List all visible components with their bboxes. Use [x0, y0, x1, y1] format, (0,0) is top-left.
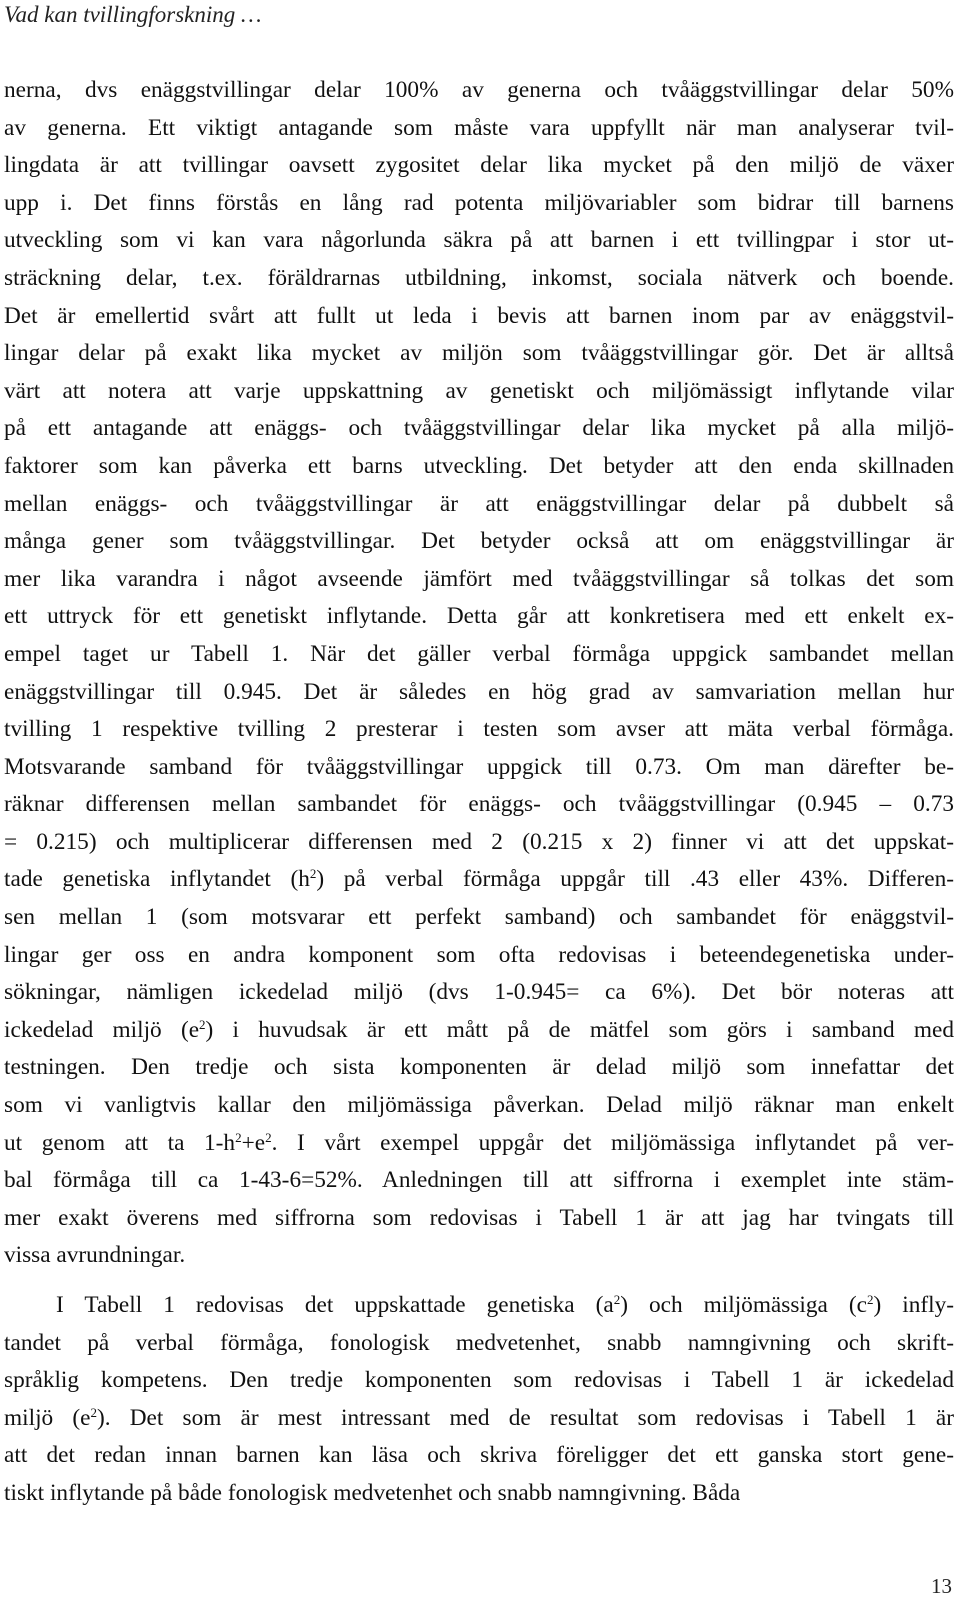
text-line: tiskt inflytande på både fonologisk medvetenhet och snabb namngivning. Båda [4, 1479, 741, 1506]
text-line: språklig kompetens. Den tredje komponenten som redovisas i Tabell 1 är ickedelad [4, 1367, 954, 1394]
text-line: lingdata är att tvillingar oavsett zygositet delar lika mycket på den miljö de växer [4, 152, 954, 179]
text-line: = 0.215) och multiplicerar differensen med 2 (0.215 x 2) finner vi att det uppskat- [4, 828, 954, 855]
text-segment: ickedelad miljö (e [4, 1016, 200, 1043]
paragraph-2 [4, 1287, 954, 1513]
text-line: bal förmåga till ca 1-43-6=52%. Anledningen till att siffrorna i exemplet inte stäm- [4, 1167, 954, 1194]
text-line: sökningar, nämligen ickedelad miljö (dvs 1-0.945= ca 6%). Det bör noteras att [4, 979, 954, 1006]
text-segment: ). Det som är mest intressant med de resultat som redovisas i Tabell 1 är [96, 1404, 954, 1431]
text-line: att det redan innan barnen kan läsa och skriva föreligger det ett ganska stort gene- [4, 1442, 954, 1469]
text-segment: ) infly- [873, 1292, 955, 1318]
text-segment: ut genom att ta 1-h [4, 1129, 236, 1156]
text-line [4, 1287, 954, 1325]
text-segment: ) och miljömässiga (c [620, 1292, 867, 1318]
text-segment: +e [241, 1129, 266, 1156]
text-line: Det är emellertid svårt att fullt ut leda i bevis att barnen inom par av enäggstvil- [4, 302, 954, 329]
text-segment: ) i huvudsak är ett mått på de mätfel som görs i samband med [205, 1016, 954, 1043]
text-line: många gener som tvåäggstvillingar. Det betyder också att om enäggstvillingar är [4, 528, 954, 555]
text-line: sträckning delar, t.ex. föräldrarnas utbildning, inkomst, sociala nätverk och boende. [4, 264, 954, 291]
text-line: mer lika varandra i något avseende jämfört med tvåäggstvillingar så tolkas det som [4, 565, 954, 592]
text-segment: tade genetiska inflytandet (h [4, 866, 310, 893]
paragraph-gap [4, 1275, 954, 1287]
superscript: 2 [866, 1292, 874, 1307]
text-line: vissa avrundningar. [4, 1242, 186, 1269]
text-line: sen mellan 1 (som motsvarar ett perfekt samband) och sambandet för enäggstvil- [4, 904, 954, 931]
text-line [4, 1125, 954, 1163]
text-line: på ett antagande att enäggs- och tvåäggstvillingar delar lika mycket på alla miljö- [4, 415, 954, 442]
superscript: 2 [235, 1129, 242, 1145]
superscript: 2 [265, 1129, 272, 1145]
text-line: lingar ger oss en andra komponent som ofta redovisas i beteendegenetiska under- [4, 941, 954, 968]
text-line: lingar delar på exakt lika mycket av miljön som tvåäggstvillingar gör. Det är alltså [4, 340, 954, 367]
text-segment: . I vårt exempel uppgår det miljömässiga inflytandet på ver- [271, 1129, 954, 1156]
text-line: utveckling som vi kan vara någorlunda säkra på att barnen i ett tvillingpar i stor ut- [4, 227, 954, 254]
text-segment: ) på verbal förmåga uppgår till .43 eller 43%. Differen- [316, 866, 954, 893]
text-line: tvilling 1 respektive tvilling 2 presterar i testen som avser att mäta verbal förmåga. [4, 716, 954, 743]
superscript: 2 [613, 1292, 621, 1307]
text-line: empel taget ur Tabell 1. När det gäller verbal förmåga uppgick sambandet mellan [4, 640, 954, 667]
running-header: Vad kan tvillingforskning … [4, 2, 262, 27]
text-line: av generna. Ett viktigt antagande som måste vara uppfyllt när man analyserar tvil- [4, 114, 954, 141]
text-line: mellan enäggs- och tvåäggstvillingar är att enäggstvillingar delar på dubbelt så [4, 490, 954, 517]
text-line: nerna, dvs enäggstvillingar delar 100% av generna och tvåäggstvillingar delar 50% [4, 77, 954, 103]
text-segment: I Tabell 1 redovisas det uppskattade genetiska (a [56, 1292, 614, 1318]
page-number: 13 [931, 1574, 952, 1598]
text-line: värt att notera att varje uppskattning av genetiskt och miljömässigt inflytande vilar [4, 377, 954, 404]
body-text [4, 72, 954, 1513]
text-line: räknar differensen mellan sambandet för enäggs- och tvåäggstvillingar (0.945 – 0.73 [4, 791, 954, 818]
text-line: mer exakt överens med siffrorna som redovisas i Tabell 1 är att jag har tvingats till [4, 1204, 954, 1231]
superscript: 2 [90, 1404, 97, 1420]
superscript: 2 [199, 1016, 206, 1032]
text-line: testningen. Den tredje och sista komponenten är delad miljö som innefattar det [4, 1054, 954, 1081]
text-line [4, 1400, 954, 1438]
paragraph-1 [4, 72, 954, 1275]
text-line: som vi vanligtvis kallar den miljömässiga påverkan. Delad miljö räknar man enkelt [4, 1092, 954, 1119]
text-segment: miljö (e [4, 1404, 91, 1431]
text-line: tandet på verbal förmåga, fonologisk medvetenhet, snabb namngivning och skrift- [4, 1329, 954, 1356]
text-line [4, 861, 954, 899]
text-line [4, 1012, 954, 1050]
text-line: enäggstvillingar till 0.945. Det är således en hög grad av samvariation mellan hur [4, 678, 954, 705]
text-line: Motsvarande samband för tvåäggstvillingar uppgick till 0.73. Om man därefter be- [4, 753, 954, 780]
text-line: ett uttryck för ett genetiskt inflytande. Detta går att konkretisera med ett enkelt ex- [4, 603, 954, 630]
superscript: 2 [309, 866, 317, 882]
text-line: upp i. Det finns förstås en lång rad potenta miljövariabler som bidrar till barnens [4, 189, 954, 216]
text-line: faktorer som kan påverka ett barns utveckling. Det betyder att den enda skillnaden [4, 452, 954, 479]
